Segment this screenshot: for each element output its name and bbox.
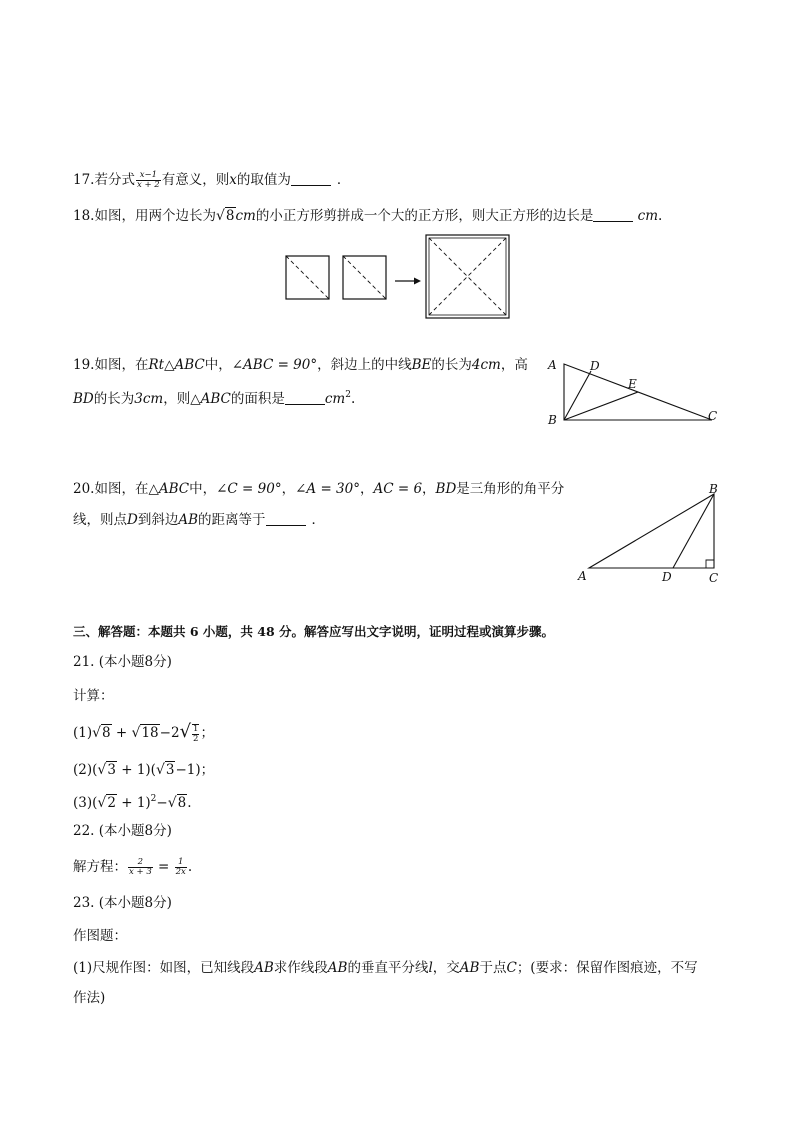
q18-number: 18.	[73, 208, 95, 224]
q17-fraction: $\frac{x-1}{x + 2}$	[136, 170, 160, 190]
q21-part-1: (1)√8 + √18−2√ $\frac{1}{2}$ ；	[73, 721, 214, 744]
small-square-2	[343, 256, 386, 299]
q17-number: 17.	[73, 172, 95, 188]
q23-instruction: 作图题：	[73, 928, 127, 944]
q20-triangle-figure	[575, 480, 725, 590]
label-E: E	[628, 377, 637, 391]
q22-title: 22. (本小题8分)	[73, 823, 172, 839]
question-20-line-2: 线，则点D到斜边AB的距离等于 ．	[73, 512, 325, 528]
label-C: C	[709, 571, 719, 585]
median-be	[564, 392, 638, 420]
q23-part-1: (1)尺规作图：如图，已知线段AB求作线段AB的垂直平分线l，交AB于点C；(要求：保留作图痕迹，不写	[73, 960, 698, 976]
label-D: D	[590, 359, 600, 373]
question-17: 17.若分式 $\frac{x-1}{x + 2}$ 有意义，则x的取值为 ．	[73, 170, 351, 190]
answer-blank[interactable]	[285, 390, 325, 405]
q21-part-3: $(3)(√2 + 1)^2-√8$.	[73, 794, 192, 811]
q18-figure	[280, 230, 520, 322]
q22-equation: 解方程： $\frac{2}{x + 3}$ = $\frac{1}{2x}$ .	[73, 857, 193, 877]
section-3-header: 三、解答题：本题共 6 小题，共 48 分。解答应写出文字说明，证明过程或演算步骤。	[73, 624, 555, 639]
altitude-bd	[564, 371, 591, 420]
q21-instruction: 计算：	[73, 688, 114, 704]
question-20: 20.如图，在△ABC中，∠C = 90°，∠A = 30°，AC = 6，BD是三角形的角平分	[73, 481, 565, 497]
answer-blank[interactable]	[291, 171, 331, 186]
label-B: B	[709, 482, 718, 496]
answer-blank[interactable]	[266, 511, 306, 526]
q20-number: 20.	[73, 481, 95, 497]
label-B: B	[548, 413, 557, 427]
question-19: 19.如图，在Rt△ABC中，∠ABC = 90°，斜边上的中线BE的长为4cm，高	[73, 357, 528, 373]
large-square	[426, 235, 509, 318]
sqrt-8: √8	[215, 208, 235, 224]
answer-blank[interactable]	[593, 207, 633, 222]
q23-title: 23. (本小题8分)	[73, 895, 172, 911]
label-D: D	[662, 570, 672, 584]
small-square-1	[286, 256, 329, 299]
question-19-line-2: BD的长为3cm，则△ABC的面积是 $cm^2$.	[73, 390, 356, 407]
q21-title: 21. (本小题8分)	[73, 654, 172, 670]
label-C: C	[708, 409, 718, 423]
q19-triangle-figure	[540, 352, 730, 432]
q23-part-1-line-2: 作法)	[73, 990, 106, 1006]
label-A: A	[548, 358, 557, 372]
q21-part-2: (2)(√3 + 1)(√3−1)；	[73, 762, 215, 778]
question-18: 18.如图，用两个边长为√8cm的小正方形剪拼成一个大的正方形，则大正方形的边长是 cm.	[73, 208, 663, 224]
bisector-bd	[673, 494, 714, 568]
right-angle-mark	[706, 560, 714, 568]
q19-number: 19.	[73, 357, 95, 373]
arrow-icon	[395, 278, 421, 285]
label-A: A	[578, 569, 587, 583]
